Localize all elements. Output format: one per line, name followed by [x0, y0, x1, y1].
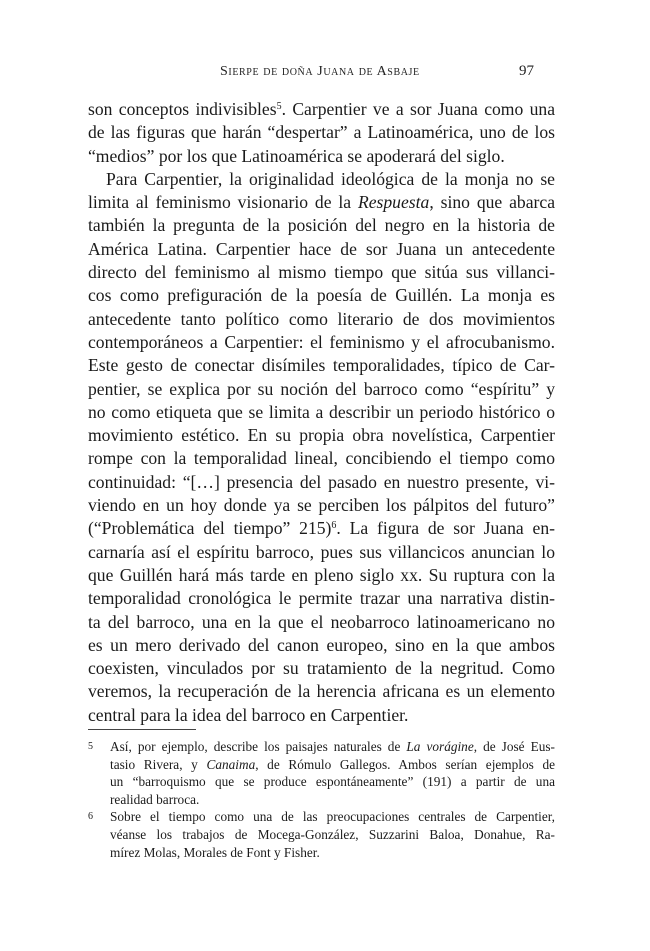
footnote-line: mírez Molas, Morales de Font y Fisher.	[110, 844, 320, 860]
body-line: veremos, la recuperación de la herencia africana es un elemento	[88, 681, 555, 702]
footnote-line: un “barroquismo que se produce espontáneamente” (191) a partir de una	[110, 774, 555, 790]
body-line: Para Carpentier, la originalidad ideológica de la monja no se	[106, 168, 555, 189]
body-line: coexisten, vinculados por su tratamiento de la negritud. Como	[88, 658, 555, 679]
body-line: de las figuras que harán “despertar” a Latinoamérica, uno de los	[88, 122, 555, 143]
running-head: Sierpe de doña Juana de Asbaje	[220, 64, 420, 79]
italic-title: La vorágine	[406, 739, 474, 754]
body-line: no como etiqueta que se limita a describir un periodo histórico o	[88, 401, 555, 422]
footnotes	[88, 738, 555, 861]
footnote-line: Sobre el tiempo como una de las preocupaciones centrales de Carpentier,	[110, 809, 555, 825]
body-line: “medios” por los que Latinoamérica se apoderará del siglo.	[88, 145, 505, 166]
footnote-6	[88, 808, 555, 861]
italic-title: Canaima	[206, 756, 256, 772]
body-line: es un mero derivado del canon europeo, sino en la que ambos	[88, 634, 555, 655]
body-text	[88, 98, 555, 727]
body-line: carnaría así el espíritu barroco, pues sus villancicos anuncian lo	[88, 541, 555, 562]
footnote-mark: 6	[88, 811, 93, 823]
footnote-5	[88, 738, 555, 808]
footnote-ref-6: 6	[331, 520, 337, 532]
body-line: contemporáneos a Carpentier: el feminismo y el afrocubanismo.	[88, 331, 555, 352]
body-line: rompe con la temporalidad lineal, concibiendo el tiempo como	[88, 448, 555, 469]
footnote-line: véanse los trabajos de Mocega-González, Suzzarini Baloa, Donahue, Ra-	[110, 826, 555, 842]
body-line: limita al feminismo visionario de la Respuesta, sino que abarca	[88, 192, 556, 213]
body-line: (“Problemática del tiempo” 215)$^6$. La figura de sor Juana en-	[88, 518, 555, 539]
body-line: central para la idea del barroco en Carpentier.	[88, 704, 409, 725]
footnote-ref-5: 5	[276, 101, 282, 112]
footnote-line: realidad barroca.	[110, 791, 200, 807]
footnote-line: tasio Rivera, y Canaima, de Rómulo Gallegos. Ambos serían ejemplos de	[110, 756, 555, 772]
body-line: son conceptos indivisibles$^5$. Carpentier ve a sor Juana como una	[88, 99, 556, 119]
body-line: antecedente tanto político como literario de dos movimientos	[88, 308, 555, 329]
footnote-rule	[88, 729, 196, 730]
body-line: directo del feminismo al mismo tiempo que sitúa sus villanci-	[88, 262, 555, 283]
body-line: Este gesto de conectar disímiles temporalidades, típico de Car-	[88, 355, 555, 376]
body-line: que Guillén hará más tarde en pleno siglo xx. Su ruptura con la	[88, 564, 555, 585]
footnote-line: Así, por ejemplo, describe los paisajes naturales de La vorágine, de José Eus-	[110, 739, 555, 754]
body-line: ta del barroco, una en la que el neobarroco latinoamericano no	[88, 611, 555, 632]
footnote-mark: 5	[88, 741, 93, 752]
body-line: cos como prefiguración de la poesía de Guillén. La monja es	[88, 285, 555, 306]
body-line: también la pregunta de la posición del negro en la historia de	[88, 215, 555, 236]
italic-title: Respuesta	[357, 192, 430, 213]
page-number: 97	[519, 63, 534, 79]
body-line: movimiento estético. En su propia obra novelística, Carpentier	[88, 425, 555, 446]
body-line: viendo en un hoy donde ya se perciben los pálpitos del futuro”	[88, 495, 555, 516]
body-line: pentier, se explica por su noción del barroco como “espíritu” y	[88, 378, 555, 399]
body-line: temporalidad cronológica le permite trazar una narrativa distin-	[88, 588, 555, 609]
body-line: continuidad: “[…] presencia del pasado en nuestro presente, vi-	[88, 471, 555, 492]
body-line: América Latina. Carpentier hace de sor Juana un antecedente	[88, 238, 555, 259]
